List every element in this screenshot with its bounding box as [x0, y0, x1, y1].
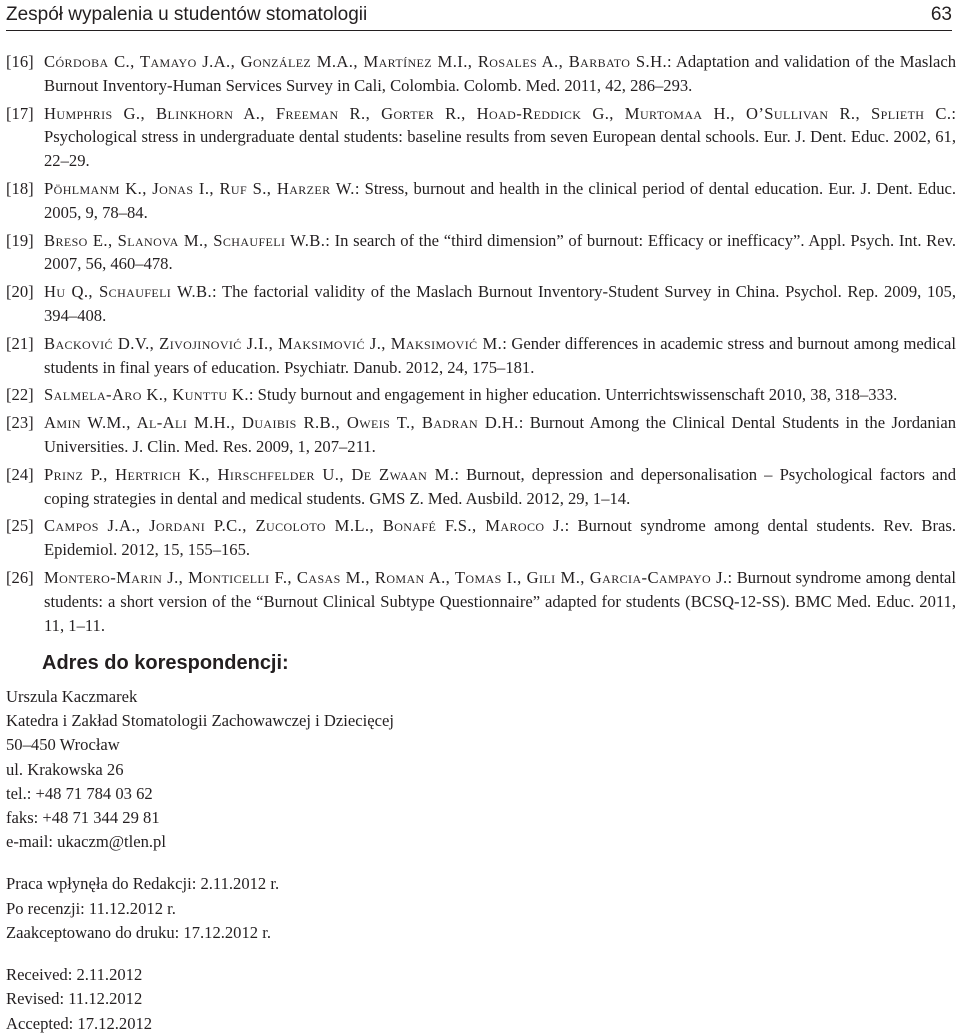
reference-entry [6, 332, 956, 380]
reference-authors: Backović D.V., Zivojinović J.I., Maksimović J., Maksimović M. [44, 333, 503, 353]
revised-date: Revised: 11.12.2012 [6, 989, 143, 1009]
reference-text [44, 332, 956, 380]
reference-authors: Breso E., Slanova M., Schaufeli W.B. [44, 230, 326, 250]
reference-list [6, 50, 956, 641]
fax: faks: +48 71 344 29 81 [6, 808, 160, 828]
reference-entry [6, 411, 956, 459]
reference-details: : In search of the “third dimension” of burnout: Efficacy or inefficacy”. Appl. Psych. Int. Rev. 2007, 56, 460–478. [44, 230, 956, 274]
reference-text [44, 411, 956, 459]
running-header [6, 0, 952, 31]
reference-text [44, 229, 956, 277]
accepted-date-pl: Zaakceptowano do druku: 17.12.2012 r. [6, 923, 271, 943]
reference-number: [26] [6, 567, 34, 587]
reference-details: : Gender differences in academic stress and burnout among medical students in final years of education. Psychiatr. Danub. 2012, 24, 175–181. [44, 333, 956, 377]
reference-entry [6, 177, 956, 225]
reference-text [44, 514, 956, 562]
reference-authors: Pöhlmanm K., Jonas I., Ruf S., Harzer W. [44, 178, 355, 198]
reference-details: : The factorial validity of the Maslach Burnout Inventory-Student Survey in China. Psychol. Rep. 2009, 105, 394–408. [44, 282, 956, 325]
reference-authors: Montero-Marin J., Monticelli F., Casas M., Roman A., Tomas I., Gili M., Garcia-Campayo J. [44, 567, 728, 587]
reference-details: : Burnout syndrome among dental students. Rev. Bras. Epidemiol. 2012, 15, 155–165. [44, 516, 956, 560]
reference-text [44, 463, 956, 511]
reference-number: [24] [6, 464, 34, 484]
reference-number: [18] [6, 178, 34, 198]
reference-entry [6, 566, 956, 637]
received-date-pl: Praca wpłynęła do Redakcji: 2.11.2012 r. [6, 874, 280, 893]
accepted-date: Accepted: 17.12.2012 [6, 1013, 153, 1033]
reference-number: [20] [6, 282, 34, 302]
reference-entry [6, 229, 956, 277]
reference-number: [21] [6, 333, 34, 353]
reference-authors: Salmela-Aro K., Kunttu K. [44, 385, 249, 405]
reference-details: : Stress, burnout and health in the clinical period of dental education. Eur. J. Dent. Educ. 2005, 9, 78–84. [44, 178, 957, 222]
reference-details: : Psychological stress in undergraduate dental students: baseline results from seven European dental schools. Eur. J. Dent. Educ. 2002, 61, 22–29. [44, 103, 956, 171]
reference-entry [6, 102, 956, 173]
reference-number: [17] [6, 103, 34, 123]
reference-text [44, 566, 956, 637]
reference-number: [23] [6, 413, 34, 433]
reference-text [44, 50, 956, 98]
reference-details: : Burnout, depression and depersonalisation – Psychological factors and coping strategies in dental and medical students. GMS Z. Med. Ausbild. 2012, 29, 1–14. [44, 464, 956, 508]
reference-authors: Humphris G., Blinkhorn A., Freeman R., Gorter R., Hoad-Reddick G., Murtomaa H., O’Sullivan R., Splieth C. [44, 103, 952, 123]
submission-dates-pl [6, 872, 279, 946]
postal-code-city: 50–450 Wrocław [6, 735, 120, 755]
reference-text [44, 280, 956, 328]
reference-authors: Prinz P., Hertrich K., Hirschfelder U., De Zwaan M. [44, 464, 455, 484]
reference-entry [6, 514, 956, 562]
reference-text [44, 102, 956, 173]
reference-authors: Córdoba C., Tamayo J.A., González M.A., Martínez M.I., Rosales A., Barbato S.H. [44, 52, 668, 71]
received-date: Received: 2.11.2012 [6, 965, 143, 984]
page-number: 63 [930, 4, 952, 25]
reference-number: [16] [6, 52, 34, 71]
running-title: Zespół wypalenia u studentów stomatologii [6, 4, 368, 25]
phone: tel.: +48 71 784 03 62 [6, 783, 153, 803]
email: e-mail: ukaczm@tlen.pl [6, 832, 166, 852]
reference-authors: Amin W.M., Al-Ali M.H., Duaibis R.B., Oweis T., Badran D.H. [44, 413, 519, 433]
submission-dates-en [6, 963, 152, 1036]
reference-entry [6, 463, 956, 511]
correspondence-address [6, 685, 394, 854]
revised-date-pl: Po recenzji: 11.12.2012 r. [6, 898, 176, 918]
reference-details: : Study burnout and engagement in higher education. Unterrichtswissenschaft 2010, 38, 318–333. [248, 385, 898, 405]
reference-details: : Burnout syndrome among dental students: a short version of the “Burnout Clinical Subtype Questionnaire” adapted for students (BCSQ-12-SS). BMC Med. Educ. 2011, 11, 1–11. [44, 567, 957, 635]
street: ul. Krakowska 26 [6, 759, 124, 779]
reference-number: [19] [6, 230, 34, 250]
correspondence-heading: Adres do korespondencji: [42, 652, 289, 674]
department: Katedra i Zakład Stomatologii Zachowawczej i Dziecięcej [6, 711, 394, 731]
reference-number: [22] [6, 385, 34, 405]
reference-authors: Campos J.A., Jordani P.C., Zucoloto M.L., Bonafé F.S., Maroco J. [44, 516, 565, 536]
reference-entry [6, 383, 956, 407]
reference-authors: Hu Q., Schaufeli W.B. [44, 282, 213, 302]
reference-text [44, 177, 956, 225]
reference-entry [6, 280, 956, 328]
reference-details: : Adaptation and validation of the Maslach Burnout Inventory-Human Services Survey in Cali, Colombia. Colomb. Med. 2011, 42, 286–293. [44, 52, 956, 95]
reference-details: : Burnout Among the Clinical Dental Students in the Jordanian Universities. J. Clin. Med. Res. 2009, 1, 207–211. [44, 413, 956, 456]
reference-text [44, 383, 956, 407]
reference-number: [25] [6, 516, 34, 536]
reference-entry [6, 50, 956, 98]
author-name: Urszula Kaczmarek [6, 687, 138, 706]
